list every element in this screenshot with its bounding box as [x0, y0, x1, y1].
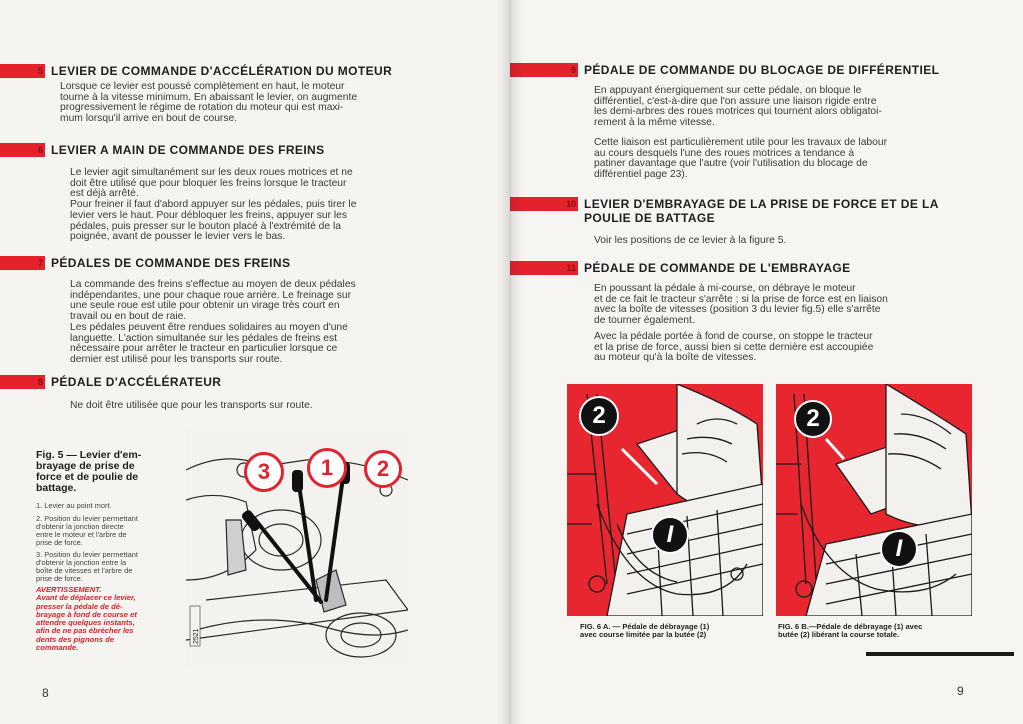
callout-label: 3 — [257, 459, 271, 484]
text-line: Avant de déplacer ce levier, — [36, 593, 136, 603]
callout-stop-2 — [794, 400, 832, 438]
text-line: nécessaire pour arrêter le tracteur en particulier lorsque ce — [70, 343, 338, 355]
callout-label: 2 — [376, 456, 390, 481]
text-line: battage. — [36, 482, 77, 494]
page-number: 8 — [42, 686, 49, 700]
section-number: 10 — [565, 199, 576, 209]
section-number: 5 — [37, 66, 43, 76]
section-9-body-2 — [594, 138, 930, 181]
section-number-bar — [0, 64, 45, 78]
section-9-body-1 — [594, 86, 930, 129]
callout-label: I — [895, 535, 903, 562]
warning-title: AVERTISSEMENT. — [36, 585, 102, 594]
callout-label: I — [666, 521, 674, 548]
text-line: Voir les positions de ce levier à la figure 5. — [594, 235, 787, 246]
text-line: avec course limitée par la butée (2) — [580, 630, 707, 640]
title-line: LEVIER D'EMBRAYAGE DE LA PRISE DE FORCE ET DE LA — [584, 197, 939, 211]
callout-2 — [364, 450, 402, 488]
section-8-header — [0, 375, 221, 389]
section-9-header — [510, 63, 939, 77]
title-line: PÉDALE DE COMMANDE DU BLOCAGE DE DIFFÉRENTIEL — [584, 63, 940, 77]
text-line: force et de poulie de — [36, 471, 139, 483]
text-line: Cette liaison est particulièrement utile pour les travaux de labour — [594, 137, 888, 148]
text-line: La commande des freins s'effectue au moyen de deux pédales — [70, 279, 356, 290]
text-line: prise de force. — [36, 574, 83, 583]
page-number: 9 — [957, 684, 964, 698]
text-line: et la prise de force, aussi bien si cette dernière est accoupiée — [594, 341, 874, 353]
text-line: languette. L'action simultanée sur les pédales de freins est — [70, 332, 337, 344]
text-line: En poussant la pédale à mi-course, on débraye le moteur — [594, 283, 856, 294]
text-line: 3. Position du levier permettant — [36, 550, 138, 559]
text-line: Fig. 5 — Levier d'em- — [36, 449, 142, 461]
section-title: PÉDALES DE COMMANDE DES FREINS — [51, 256, 291, 270]
text-line: au moteur qu'à la boîte de vitesses. — [594, 352, 757, 364]
text-line: progressivement le régime de rotation du moteur qui est maxi- — [60, 102, 344, 114]
text-line: au cours desquels l'une des roues motrices a tendance à — [594, 147, 855, 159]
text-line: mum lorsqu'il arrive en bout de course. — [60, 113, 238, 125]
callout-label: 1 — [320, 455, 334, 480]
fig6a-illustration — [567, 384, 763, 616]
text-line: 2. Position du levier permettant — [36, 514, 138, 523]
lever-knob-1 — [292, 470, 303, 492]
text-line: différentiel page 23). — [594, 169, 688, 181]
fig6b-caption — [778, 623, 970, 640]
text-line: Le levier agit simultanément sur les deux roues motrices et ne — [70, 167, 353, 178]
section-10-body — [594, 236, 930, 247]
text-line: Les pédales peuvent être rendues solidaires au moyen d'une — [70, 321, 348, 333]
text-line: FIG. 6 A. — Pédale de débrayage (1) — [580, 622, 710, 631]
title-line: PÉDALE DE COMMANDE DE L'EMBRAYAGE — [584, 261, 851, 275]
section-11-body-2 — [594, 332, 930, 364]
section-7-body — [70, 280, 402, 366]
text-line: de tourner également. — [594, 315, 695, 327]
text-line: dents des pignons de — [36, 634, 115, 644]
text-line: brayage à fond de course et — [36, 609, 137, 619]
callout-pedal-1 — [651, 516, 689, 554]
section-8-body — [70, 401, 402, 412]
section-5-header — [0, 64, 392, 78]
section-title — [584, 63, 939, 77]
text-line: presser la pédale de dé- — [36, 601, 123, 611]
text-line: d'obtenir la jonction entre la — [36, 558, 127, 567]
text-line: 1. Levier au point mort. — [36, 501, 112, 510]
text-line: En appuyant énergiquement sur cette pédale, on bloque le — [594, 85, 862, 96]
section-6-body — [70, 168, 402, 243]
section-6-header — [0, 143, 325, 157]
fig5-legend — [36, 502, 176, 583]
text-line: entre le moteur et l'arbre de — [36, 530, 127, 539]
fig6b-illustration — [776, 384, 972, 616]
callout-stop-2 — [579, 396, 619, 436]
text-line: attendre quelques instants, — [36, 618, 135, 628]
text-line: et de ce fait le tracteur s'arrête ; si la prise de force est en liaison — [594, 293, 888, 305]
section-title: PÉDALE D'ACCÉLÉRATEUR — [51, 375, 222, 389]
section-number: 11 — [566, 263, 576, 273]
text-line: travail ou en bout de raie. — [70, 311, 187, 323]
text-line: les demi-arbres des roues motrices qui tournent alors obligatoi- — [594, 106, 882, 118]
title-line: POULIE DE BATTAGE — [584, 211, 716, 225]
text-line: butée (2) libérant la course totale. — [778, 630, 900, 640]
text-line: levier vers le haut. Pour débloquer les freins, appuyer sur les — [70, 209, 348, 221]
section-title — [584, 261, 851, 275]
section-7-header — [0, 256, 290, 270]
callout-label: 2 — [806, 405, 820, 432]
right-page — [510, 0, 1023, 724]
text-line: brayage de prise de — [36, 460, 135, 472]
section-11-body-1 — [594, 284, 930, 327]
fig6a-caption — [580, 623, 760, 640]
text-line: Avec la pédale portée à fond de course, on stoppe le tracteur — [594, 331, 873, 342]
section-5-body — [60, 82, 402, 125]
callout-3 — [244, 452, 284, 492]
section-number: 8 — [37, 377, 43, 387]
section-title: LEVIER A MAIN DE COMMANDE DES FREINS — [51, 143, 325, 157]
text-line: doit être utilisé que pour bloquer les freins lorsque le tracteur — [70, 177, 347, 189]
section-number: 6 — [37, 145, 43, 155]
figure-ref-number: 2521 — [193, 628, 200, 644]
book-gutter — [496, 0, 524, 724]
bottom-rule — [866, 652, 1014, 656]
text-line: avec la boîte de vitesses (position 3 du levier fig.5) elle s'arrête — [594, 304, 881, 316]
text-line: une seule roue est utile pour obtenir un virage très court en — [70, 300, 340, 312]
text-line: pédales, puis presser sur le bouton placé à l'extrémité de la — [70, 220, 341, 232]
section-number: 9 — [570, 65, 576, 75]
text-line: boîte de vitesses et l'arbre de — [36, 566, 133, 575]
text-line: Ne doit être utilisée que pour les transports sur route. — [70, 400, 313, 411]
text-line: indépendantes, une pour chaque roue arrière. Le freinage sur — [70, 289, 352, 301]
fig5-warning — [36, 586, 176, 652]
section-title: LEVIER DE COMMANDE D'ACCÉLÉRATION DU MOTEUR — [51, 64, 393, 78]
fig5-title — [36, 450, 176, 494]
text-line: tourne à la vitesse minimum. En abaissant le levier, on augmente — [60, 91, 358, 103]
section-title — [584, 197, 939, 225]
section-11-header — [510, 261, 851, 275]
text-line: prise de force. — [36, 538, 83, 547]
text-line: d'obtenir la jonction directe — [36, 522, 124, 531]
callout-1 — [307, 448, 347, 488]
text-line: Pour freiner il faut d'abord appuyer sur les pédales, puis tirer le — [70, 199, 357, 211]
text-line: rement à la même vitesse. — [594, 117, 715, 129]
left-page — [0, 0, 510, 724]
text-line: FIG. 6 B.—Pédale de débrayage (1) avec — [778, 622, 923, 631]
text-line: est déjà arrêté. — [70, 188, 139, 200]
text-line: commande. — [36, 643, 79, 653]
text-line: poignée, avant de pousser le levier vers le bas. — [70, 231, 286, 243]
text-line: Lorsque ce levier est poussé complètement en haut, le moteur — [60, 81, 345, 92]
callout-label: 2 — [592, 402, 606, 429]
callout-pedal-1 — [880, 530, 918, 568]
text-line: afin de ne pas ébrécher les — [36, 626, 134, 636]
text-line: patiner davantage que l'autre (voir l'utilisation du blocage de — [594, 158, 868, 170]
section-number: 7 — [37, 258, 43, 268]
text-line: différentiel, c'est-à-dire que l'on assure une liaison rigide entre — [594, 95, 877, 107]
section-10-header — [510, 197, 939, 225]
text-line: dernier est utilisé pour les transports sur route. — [70, 353, 283, 365]
fig5-illustration — [186, 430, 408, 666]
